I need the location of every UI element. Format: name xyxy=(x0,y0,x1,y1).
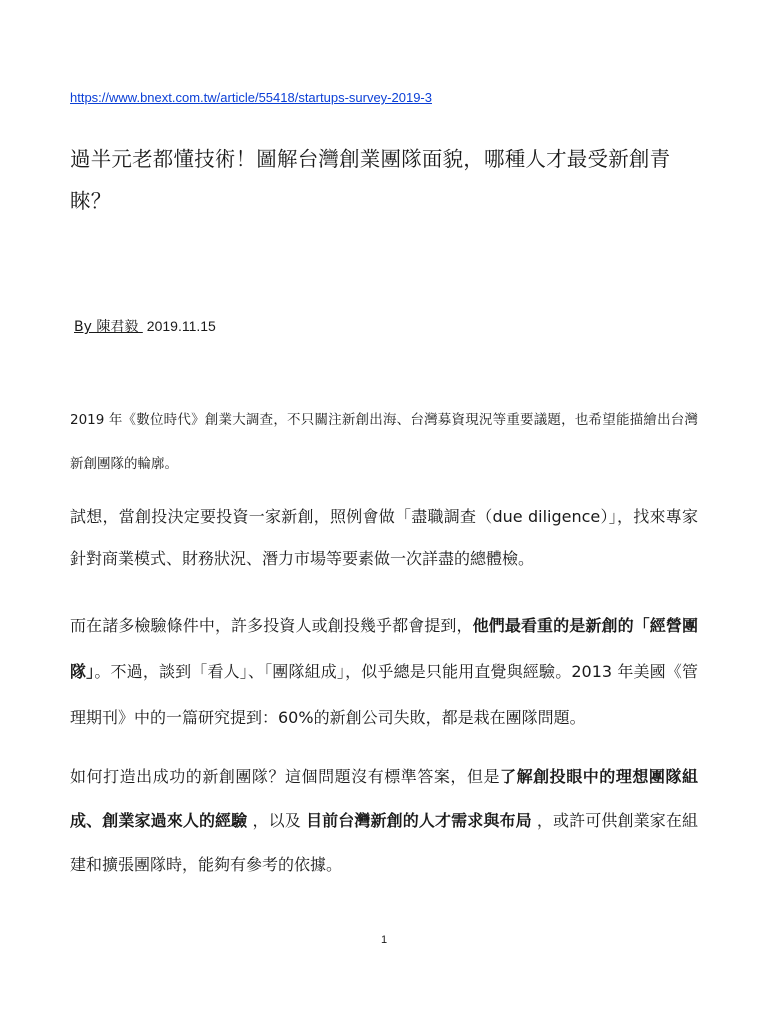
paragraph-text: 。不過，談到「看人」、「團隊組成」，似乎總是只能用直覺與經驗。2013 年美國《管理期刊》中的一篇研究提到：60%的新創公司失敗，都是栽在團隊問題。 xyxy=(70,662,698,727)
article-title: 過半元老都懂技術！圖解台灣創業團隊面貌，哪種人才最受新創青睞？ xyxy=(70,147,671,213)
paragraph-bold-text: 了解創投眼中的理想團隊組成、創業家過來人的經驗 xyxy=(70,767,698,830)
page-number: 1 xyxy=(380,934,388,946)
byline-date: 2019.11.15 xyxy=(146,318,216,334)
paragraph-text: 2019 年《數位時代》創業大調查，不只關注新創出海、台灣募資現況等重要議題，也希望能描繪出台灣新創團隊的輪廓。 xyxy=(70,412,698,472)
byline-author: By 陳君毅 xyxy=(74,319,143,335)
paragraph-text: ，以及 xyxy=(247,811,307,830)
paragraph-text: 如何打造出成功的新創團隊？這個問題沒有標準答案，但是 xyxy=(70,767,501,786)
paragraph-bold-text: 目前台灣新創的人才需求與布局 xyxy=(306,811,532,830)
paragraph xyxy=(70,496,698,580)
article-url-link[interactable]: https://www.bnext.com.tw/article/55418/startups-survey-2019-3 xyxy=(70,90,432,105)
paragraph xyxy=(70,398,698,486)
paragraph xyxy=(70,755,698,887)
paragraph-bold-text: 他們最看重的是新創的「經營團隊」 xyxy=(70,616,698,681)
paragraph xyxy=(70,603,698,741)
document-page xyxy=(70,0,698,1024)
paragraph-text: ，或許可供創業家在組建和擴張團隊時，能夠有參考的依據。 xyxy=(70,811,698,874)
paragraph-text: 試想，當創投決定要投資一家新創，照例會做「盡職調查（due diligence）」，找來專家針對商業模式、財務狀況、潛力市場等要素做一次詳盡的總體檢。 xyxy=(70,507,698,568)
byline xyxy=(70,316,216,336)
paragraph-text: 而在諸多檢驗條件中，許多投資人或創投幾乎都會提到， xyxy=(70,616,473,635)
